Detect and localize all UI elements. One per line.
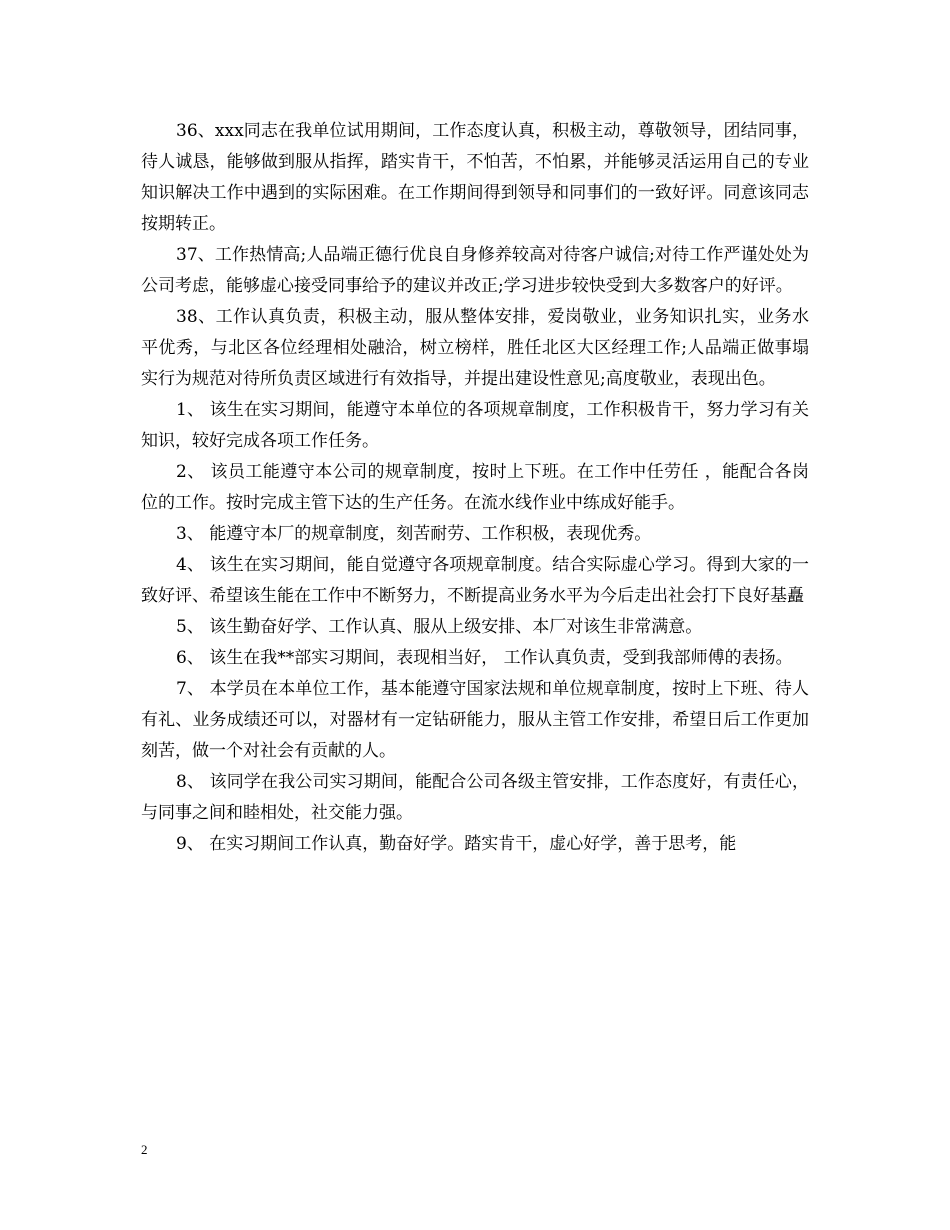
document-body (141, 116, 809, 860)
paragraph-item-1: 1、 该生在实习期间，能遵守本单位的各项规章制度，工作积极肯干，努力学习有关知识，较好完成各项工作任务。 (141, 400, 809, 451)
paragraph-item-8: 8、 该同学在我公司实习期间，能配合公司各级主管安排，工作态度好，有责任心，与同事之间和睦相处，社交能力强。 (141, 772, 809, 823)
paragraph-item-3: 3、 能遵守本厂的规章制度，刻苦耐劳、工作积极，表现优秀。 (176, 524, 652, 544)
paragraph-37: 37、工作热情高;人品端正德行优良自身修养较高对待客户诚信;对待工作严谨处处为公司考虑，能够虚心接受同事给予的建议并改正;学习进步较快受到大多数客户的好评。 (141, 245, 809, 296)
paragraph-item-4: 4、 该生在实习期间，能自觉遵守各项规章制度。结合实际虚心学习。得到大家的一致好评、希望该生能在工作中不断努力，不断提高业务水平为今后走出社会打下良好基矗 (141, 555, 809, 606)
paragraph-item-7: 7、 本学员在本单位工作，基本能遵守国家法规和单位规章制度，按时上下班、待人有礼、业务成绩还可以，对器材有一定钻研能力，服从主管工作安排，希望日后工作更加刻苦，做一个对社会有贡献的人。 (141, 679, 809, 761)
paragraph-38: 38、工作认真负责，积极主动，服从整体安排，爱岗敬业，业务知识扎实，业务水平优秀，与北区各位经理相处融洽，树立榜样，胜任北区大区经理工作;人品端正做事塌实行为规范对待所负责区域进行有效指导，并提出建设性意见;高度敬业，表现出色。 (141, 307, 809, 389)
paragraph-item-9: 9、 在实习期间工作认真，勤奋好学。踏实肯干，虚心好学，善于思考，能 (176, 834, 737, 854)
page-number: 2 (141, 1142, 148, 1157)
paragraph-item-2: 2、 该员工能遵守本公司的规章制度，按时上下班。在工作中任劳任 ，能配合各岗位的工作。按时完成主管下达的生产任务。在流水线作业中练成好能手。 (141, 462, 809, 513)
paragraph-36: 36、xxx同志在我单位试用期间，工作态度认真，积极主动，尊敬领导，团结同事，待人诚恳，能够做到服从指挥，踏实肯干，不怕苦，不怕累，并能够灵活运用自己的专业知识解决工作中遇到的实际困难。在工作期间得到领导和同事们的一致好评。同意该同志按期转正。 (141, 121, 809, 234)
paragraph-item-5: 5、 该生勤奋好学、工作认真、服从上级安排、本厂对该生非常满意。 (176, 617, 703, 637)
paragraph-item-6: 6、 该生在我**部实习期间，表现相当好， 工作认真负责，受到我部师傅的表扬。 (176, 648, 793, 668)
